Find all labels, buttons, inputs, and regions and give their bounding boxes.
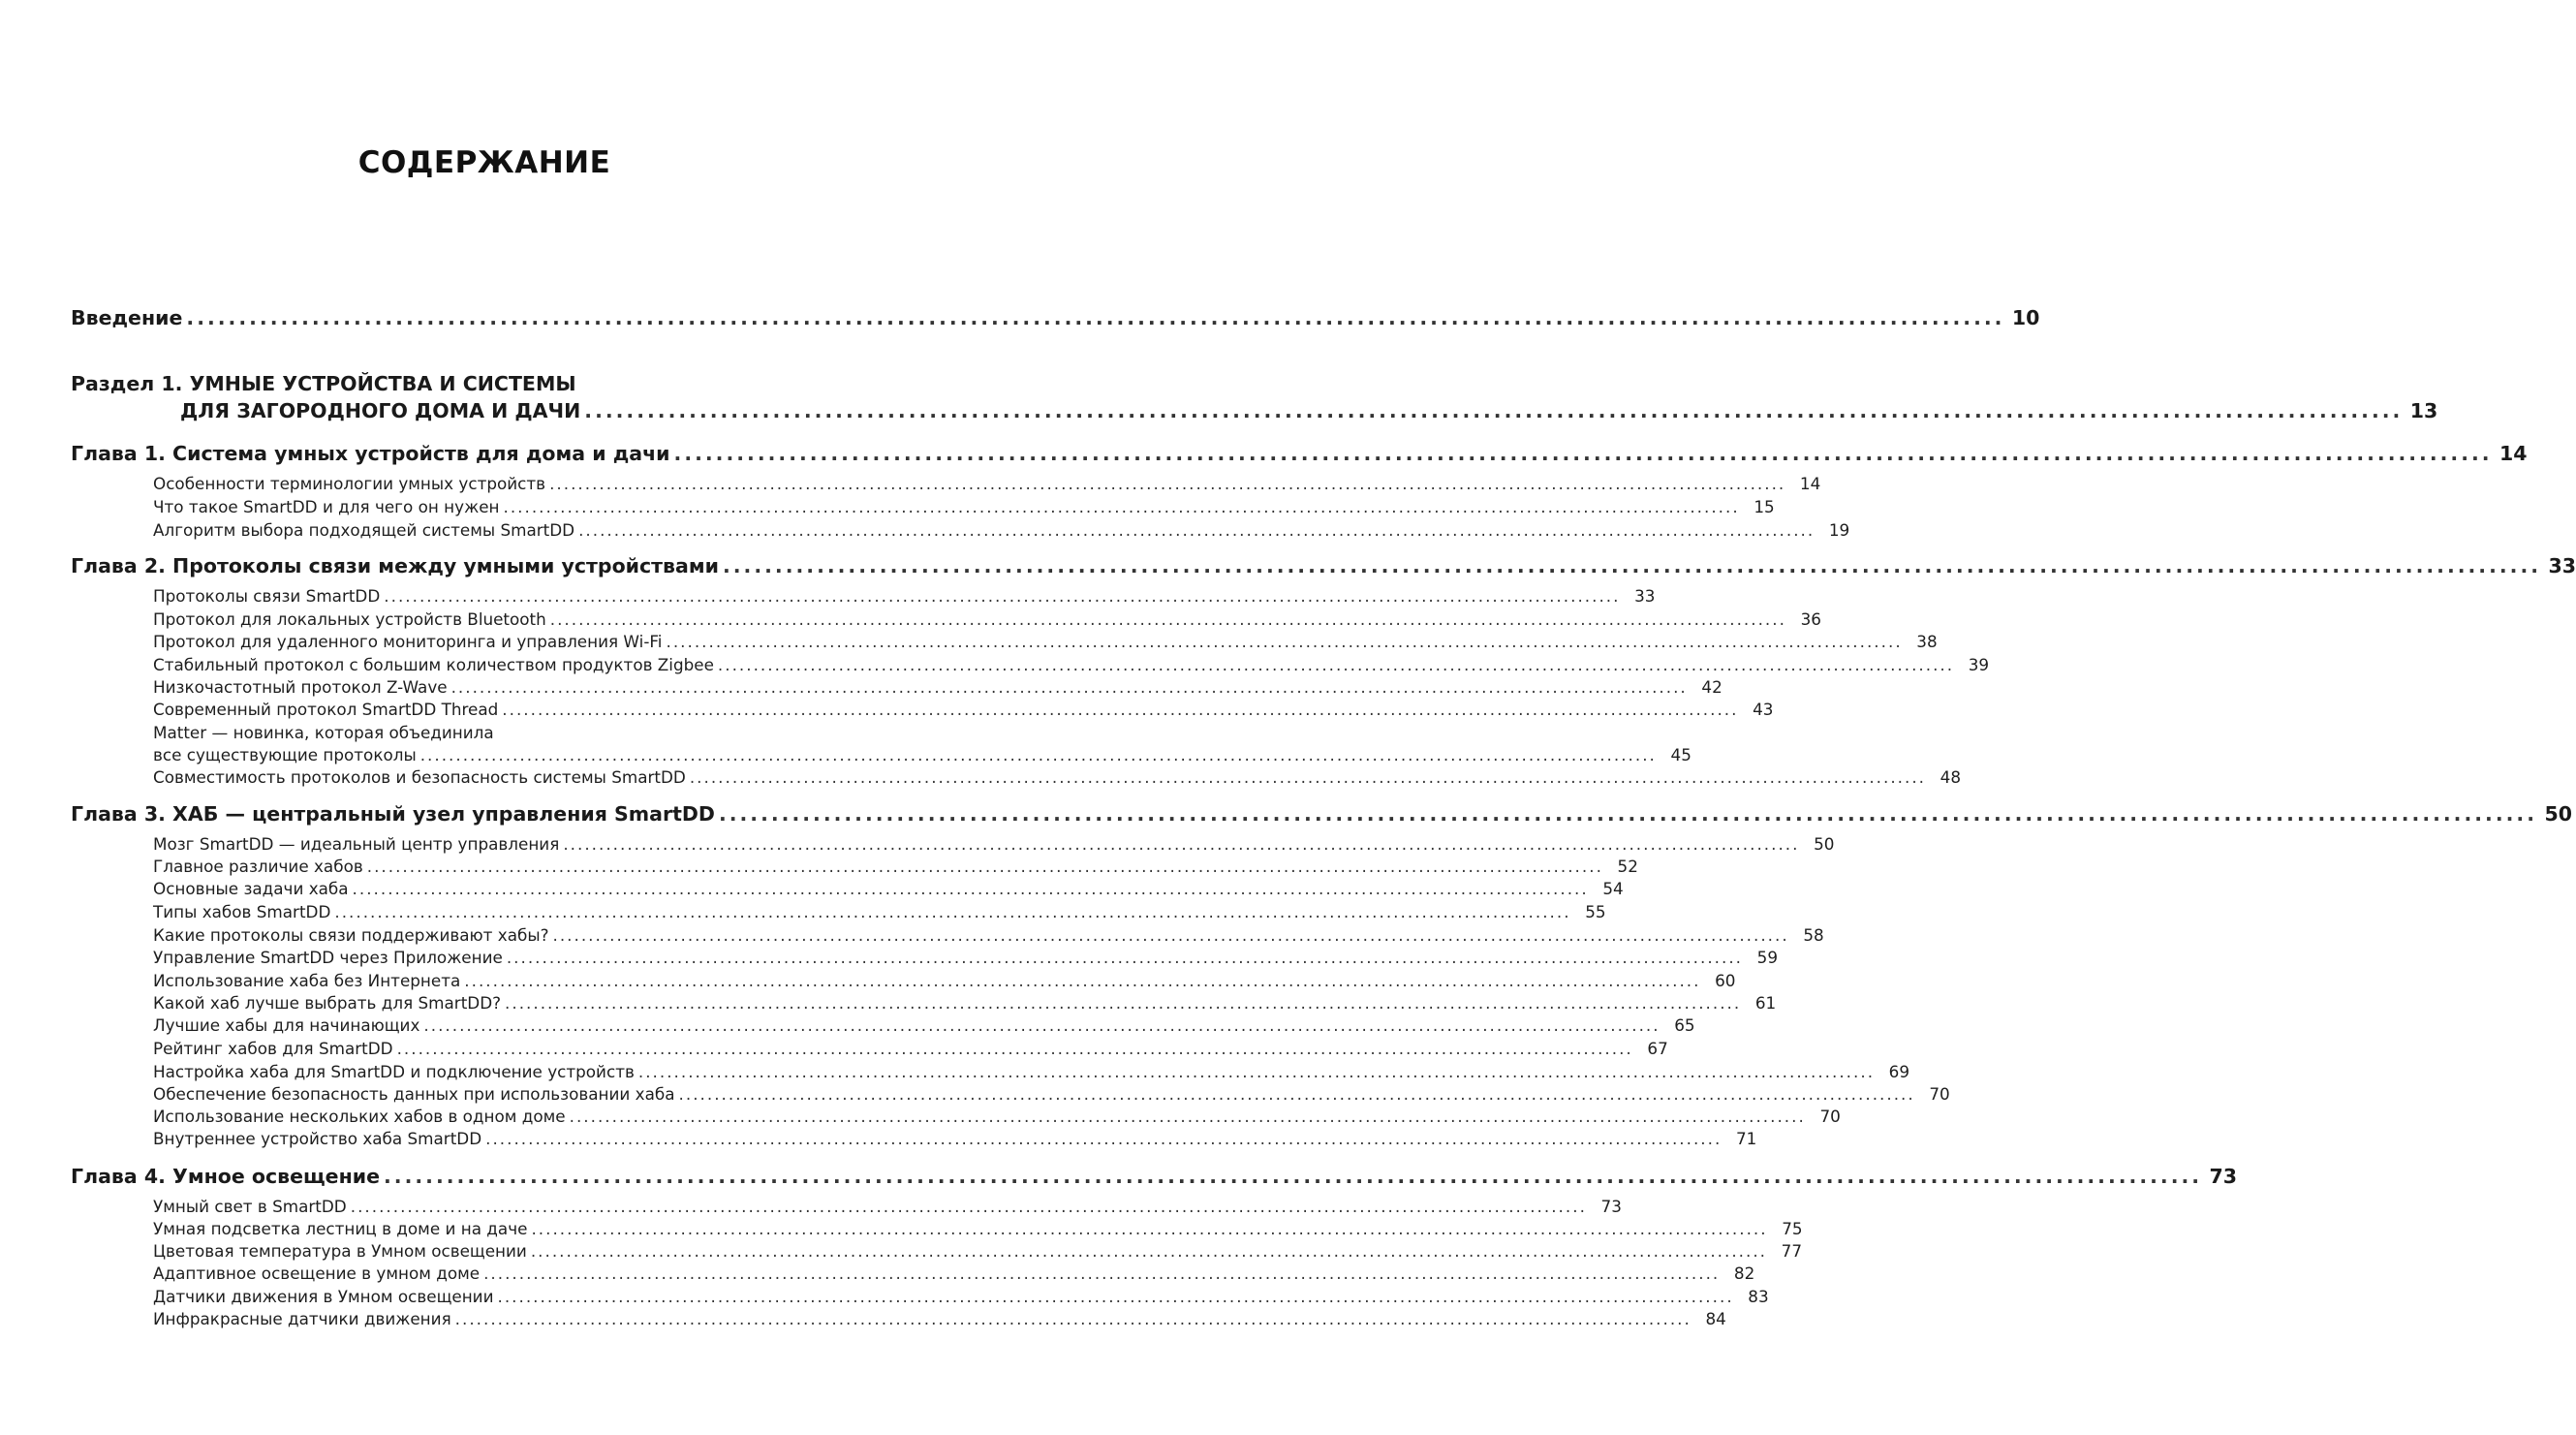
toc-entry-section-1[interactable] (180, 399, 2438, 422)
toc-item[interactable] (153, 1129, 1757, 1148)
toc-page-number: 19 (1828, 520, 1850, 540)
toc-item-label: Использование хаба без Интернета (153, 971, 461, 990)
toc-page-number: 75 (1782, 1219, 1803, 1238)
toc-page-number: 39 (1968, 655, 1990, 674)
toc-chapter-1[interactable] (71, 442, 2528, 465)
toc-entry-label: ДЛЯ ЗАГОРОДНОГО ДОМА И ДАЧИ (180, 399, 581, 422)
toc-item-label: Протоколы связи SmartDD (153, 586, 381, 606)
dot-leader: .............................................................................................................................................................................. (549, 474, 1786, 493)
toc-page-number: 60 (1715, 971, 1736, 990)
toc-item[interactable] (153, 520, 1850, 540)
toc-chapter-label: Глава 2. Протоколы связи между умными устройствами (71, 554, 719, 577)
dot-leader: .............................................................................................................................................................................. (450, 677, 1688, 697)
toc-entry-label: Введение (71, 306, 183, 329)
toc-item-label: Обеспечение безопасность данных при использовании хаба (153, 1084, 675, 1104)
toc-page-number: 36 (1800, 609, 1821, 629)
toc-item-label: Главное различие хабов (153, 857, 363, 876)
toc-item-label: Какие протоколы связи поддерживают хабы? (153, 925, 549, 945)
dot-leader: .............................................................................................................................................................................. (505, 993, 1742, 1013)
toc-item[interactable] (153, 677, 1723, 697)
toc-page-number: 55 (1585, 902, 1606, 921)
toc-item[interactable] (153, 879, 1624, 898)
toc-item[interactable] (153, 745, 1691, 764)
toc-item[interactable] (153, 1219, 1803, 1238)
dot-leader: .............................................................................................................................................................................. (584, 399, 2404, 422)
toc-item-first-line: Matter — новинка, которая объединила (153, 723, 494, 742)
toc-item-label: Какой хаб лучше выбрать для SmartDD? (153, 993, 502, 1013)
toc-item-label: Датчики движения в Умном освещении (153, 1287, 494, 1306)
toc-item[interactable] (153, 474, 1821, 493)
toc-chapter-label: Глава 4. Умное освещение (71, 1165, 381, 1188)
toc-item[interactable] (153, 1107, 1841, 1126)
dot-leader: .............................................................................................................................................................................. (563, 834, 1800, 854)
toc-page-number: 13 (2409, 399, 2438, 422)
dot-leader: .............................................................................................................................................................................. (352, 879, 1589, 898)
toc-item-label: Протокол для удаленного мониторинга и управления Wi-Fi (153, 632, 663, 651)
dot-leader: .............................................................................................................................................................................. (366, 857, 1603, 876)
toc-item-label: Лучшие хабы для начинающих (153, 1015, 420, 1035)
dot-leader: .............................................................................................................................................................................. (673, 442, 2493, 465)
toc-item-label: Протокол для локальных устройств Bluetooth (153, 609, 546, 629)
toc-item-label: Рейтинг хабов для SmartDD (153, 1039, 393, 1058)
dot-leader: .............................................................................................................................................................................. (637, 1062, 1876, 1081)
toc-page-number: 33 (2548, 554, 2576, 577)
toc-page-number: 15 (1754, 497, 1775, 516)
toc-item[interactable] (153, 902, 1606, 921)
toc-item-label: Инфракрасные датчики движения (153, 1309, 451, 1328)
toc-page-number: 67 (1647, 1039, 1668, 1058)
toc-item[interactable] (153, 655, 1990, 674)
toc-item[interactable] (153, 948, 1779, 967)
dot-leader: .............................................................................................................................................................................. (722, 554, 2542, 577)
toc-page-number: 70 (1819, 1107, 1841, 1126)
dot-leader: .............................................................................................................................................................................. (485, 1129, 1723, 1148)
toc-item-label: Алгоритм выбора подходящей системы SmartDD (153, 520, 575, 540)
toc-item[interactable] (153, 1287, 1769, 1306)
toc-item-label: Стабильный протокол с большим количеством продуктов Zigbee (153, 655, 714, 674)
toc-item[interactable] (153, 767, 1962, 787)
toc-page-number: 84 (1705, 1309, 1726, 1328)
toc-chapter-label: Глава 3. ХАБ — центральный узел управления SmartDD (71, 802, 715, 826)
toc-page-number: 45 (1670, 745, 1691, 764)
toc-page-number: 14 (1799, 474, 1821, 493)
toc-item-label: Использование нескольких хабов в одном доме (153, 1107, 566, 1126)
toc-item[interactable] (153, 971, 1736, 990)
toc-item[interactable] (153, 1039, 1668, 1058)
dot-leader: .............................................................................................................................................................................. (689, 767, 1927, 787)
toc-item-label: Что такое SmartDD и для чего он нужен (153, 497, 500, 516)
dot-leader: .............................................................................................................................................................................. (334, 902, 1571, 921)
toc-item-label: Настройка хаба для SmartDD и подключение устройств (153, 1062, 635, 1081)
toc-item[interactable] (153, 1241, 1802, 1261)
toc-page-number: 48 (1940, 767, 1962, 787)
toc-page-number: 10 (2011, 306, 2040, 329)
toc-page-number: 73 (1600, 1197, 1622, 1216)
dot-leader: .............................................................................................................................................................................. (678, 1084, 1915, 1104)
section-heading-line1: Раздел 1. УМНЫЕ УСТРОЙСТВА И СИСТЕМЫ (71, 372, 576, 395)
toc-page-number: 50 (1814, 834, 1835, 854)
dot-leader: .............................................................................................................................................................................. (503, 497, 1740, 516)
dot-leader: .............................................................................................................................................................................. (578, 520, 1816, 540)
toc-item[interactable] (153, 1197, 1622, 1216)
page-title: СОДЕРЖАНИЕ (357, 145, 611, 180)
toc-page-number: 69 (1888, 1062, 1910, 1081)
toc-item[interactable] (153, 497, 1775, 516)
toc-page-number: 33 (1634, 586, 1656, 606)
dot-leader: .............................................................................................................................................................................. (666, 632, 1903, 651)
toc-item[interactable] (153, 857, 1638, 876)
toc-page-number: 58 (1803, 925, 1824, 945)
dot-leader: .............................................................................................................................................................................. (186, 306, 2005, 329)
toc-page-number: 42 (1701, 677, 1723, 697)
toc-item-label: Современный протокол SmartDD Thread (153, 700, 499, 719)
toc-page-number: 65 (1674, 1015, 1695, 1035)
toc-item[interactable] (153, 834, 1835, 854)
toc-item[interactable] (153, 1263, 1755, 1283)
dot-leader: .............................................................................................................................................................................. (419, 745, 1657, 764)
toc-page-number: 77 (1781, 1241, 1802, 1261)
dot-leader: .............................................................................................................................................................................. (718, 802, 2537, 826)
toc-page-number: 82 (1733, 1263, 1755, 1283)
dot-leader: .............................................................................................................................................................................. (423, 1015, 1660, 1035)
toc-item[interactable] (153, 993, 1777, 1013)
toc-page-number: 70 (1929, 1084, 1950, 1104)
toc-item-label: Управление SmartDD через Приложение (153, 948, 503, 967)
toc-item-label: Низкочастотный протокол Z-Wave (153, 677, 448, 697)
toc-item-label: Умная подсветка лестниц в доме и на даче (153, 1219, 528, 1238)
toc-item-label: все существующие протоколы (153, 745, 417, 764)
dot-leader: .............................................................................................................................................................................. (454, 1309, 1691, 1328)
toc-page-number: 83 (1748, 1287, 1769, 1306)
toc-item-label: Совместимость протоколов и безопасность системы SmartDD (153, 767, 686, 787)
toc-page-number: 71 (1735, 1129, 1757, 1148)
toc-item[interactable] (153, 609, 1821, 629)
dot-leader: .............................................................................................................................................................................. (396, 1039, 1633, 1058)
toc-chapter-label: Глава 1. Система умных устройств для дома и дачи (71, 442, 670, 465)
dot-leader: .............................................................................................................................................................................. (531, 1219, 1768, 1238)
toc-page-number: 54 (1602, 879, 1624, 898)
toc-page-number: 43 (1753, 700, 1774, 719)
toc-page-number: 50 (2544, 802, 2572, 826)
toc-item-label: Адаптивное освещение в умном доме (153, 1263, 481, 1283)
toc-chapter-2[interactable] (71, 554, 2576, 577)
toc-item-label: Мозг SmartDD — идеальный центр управления (153, 834, 560, 854)
toc-item[interactable] (153, 925, 1824, 945)
toc-item[interactable] (153, 1062, 1910, 1081)
toc-item-label: Внутреннее устройство хаба SmartDD (153, 1129, 482, 1148)
toc-page-number: 14 (2499, 442, 2528, 465)
dot-leader: .............................................................................................................................................................................. (506, 948, 1744, 967)
toc-item[interactable] (153, 632, 1938, 651)
toc-item-label: Умный свет в SmartDD (153, 1197, 347, 1216)
dot-leader: .............................................................................................................................................................................. (483, 1263, 1721, 1283)
dot-leader: .............................................................................................................................................................................. (384, 1165, 2203, 1188)
toc-page-number: 52 (1617, 857, 1638, 876)
toc-chapter-3[interactable] (71, 802, 2572, 826)
toc-item[interactable] (153, 586, 1656, 606)
toc-item[interactable] (153, 1015, 1695, 1035)
dot-leader: .............................................................................................................................................................................. (717, 655, 1955, 674)
toc-page-number: 73 (2209, 1165, 2238, 1188)
dot-leader: .............................................................................................................................................................................. (502, 700, 1739, 719)
dot-leader: .............................................................................................................................................................................. (350, 1197, 1587, 1216)
toc-item[interactable] (153, 700, 1774, 719)
toc-entry-intro[interactable] (71, 306, 2040, 329)
toc-item[interactable] (153, 1309, 1726, 1328)
toc-page-number: 38 (1916, 632, 1938, 651)
dot-leader: .............................................................................................................................................................................. (384, 586, 1621, 606)
dot-leader: .............................................................................................................................................................................. (569, 1107, 1806, 1126)
dot-leader: .............................................................................................................................................................................. (497, 1287, 1734, 1306)
toc-item-label: Основные задачи хаба (153, 879, 349, 898)
toc-item-label: Типы хабов SmartDD (153, 902, 331, 921)
toc-item[interactable] (153, 1084, 1950, 1104)
dot-leader: .............................................................................................................................................................................. (464, 971, 1701, 990)
toc-page-number: 59 (1756, 948, 1779, 967)
dot-leader: .............................................................................................................................................................................. (549, 609, 1786, 629)
toc-chapter-4[interactable] (71, 1165, 2238, 1188)
toc-page-number: 61 (1754, 993, 1777, 1013)
toc-item-label: Особенности терминологии умных устройств (153, 474, 546, 493)
dot-leader: .............................................................................................................................................................................. (530, 1241, 1767, 1261)
toc-item-label: Цветовая температура в Умном освещении (153, 1241, 527, 1261)
dot-leader: .............................................................................................................................................................................. (552, 925, 1789, 945)
